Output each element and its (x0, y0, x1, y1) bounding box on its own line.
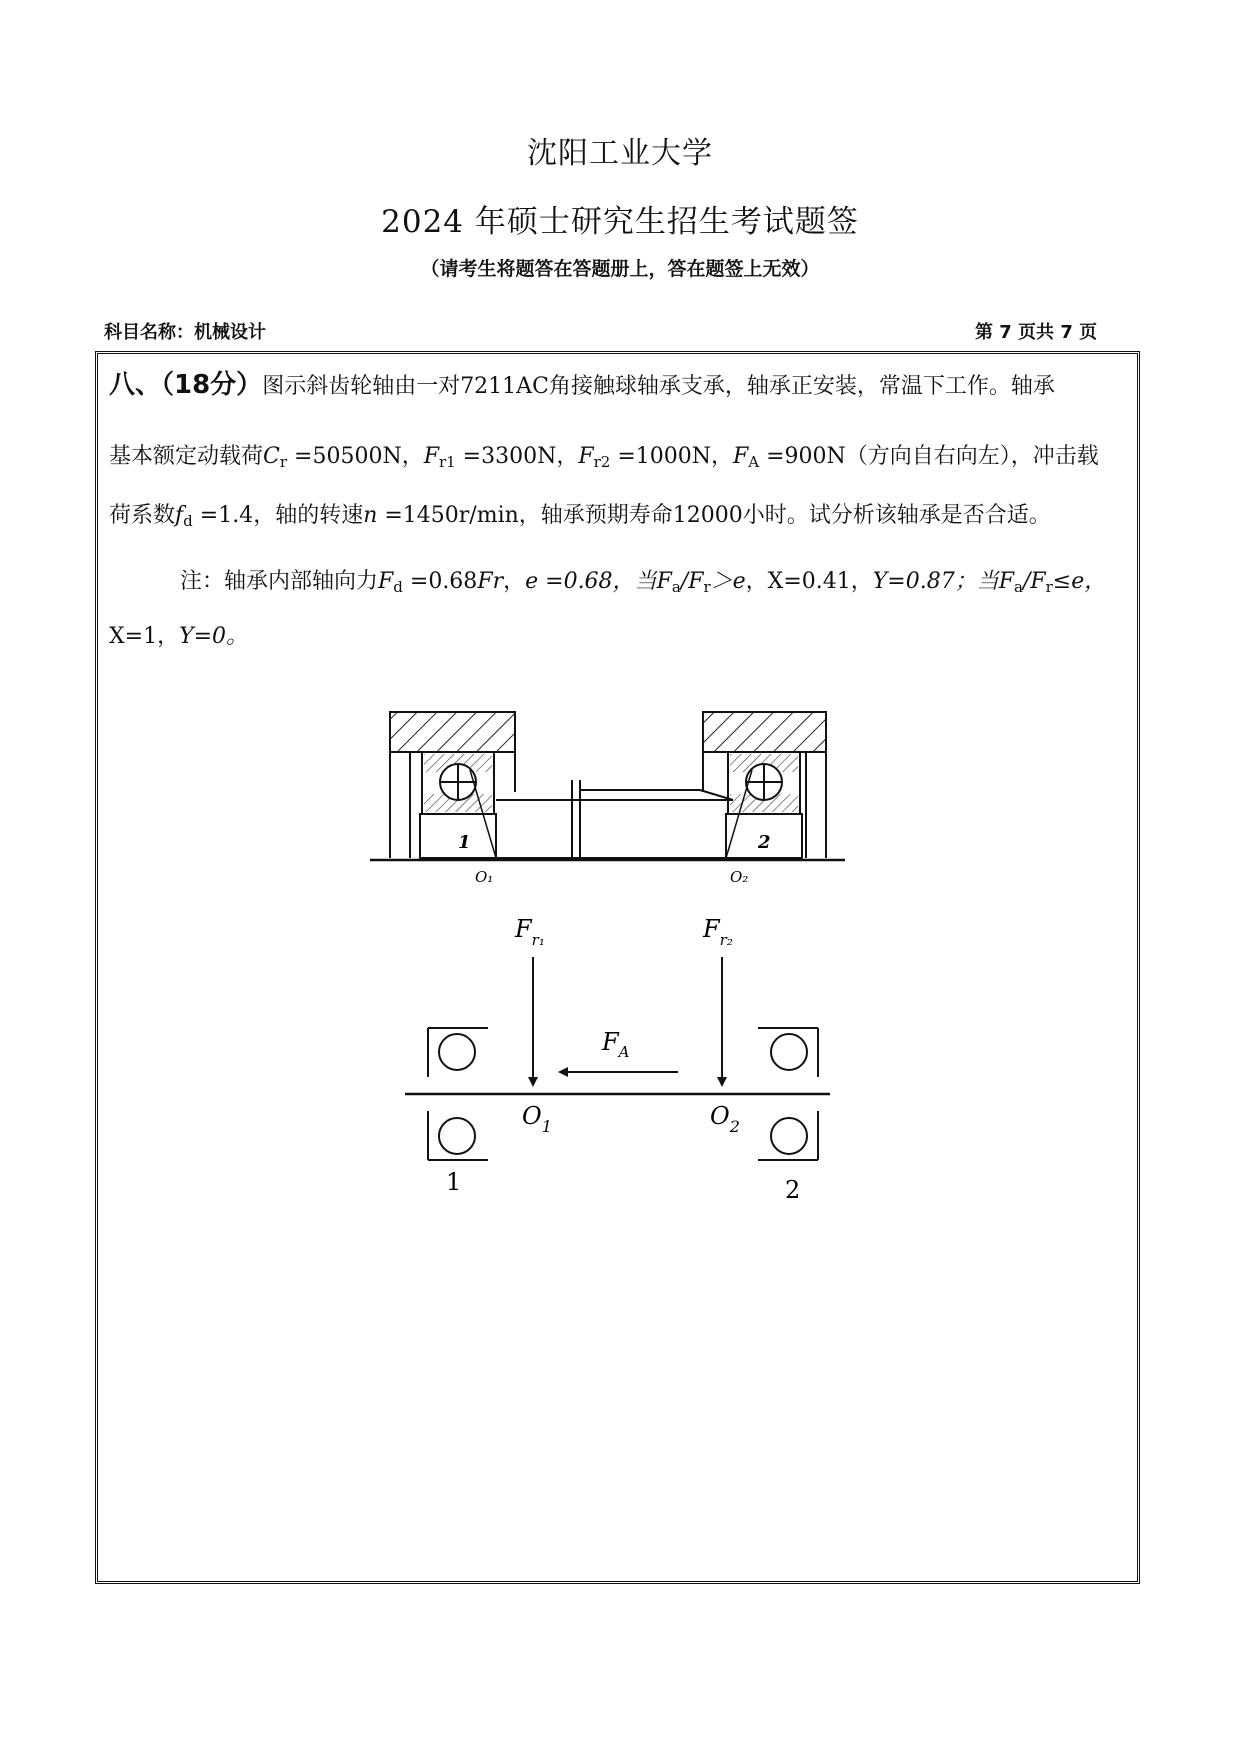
label-fa-sub: A (618, 1043, 630, 1061)
sep: ， (503, 569, 526, 594)
assembly-label-2: 2 (758, 832, 771, 853)
cond: ＞e (710, 569, 746, 594)
value-x: X=1， (109, 624, 180, 649)
label-fr1-sub: r₁ (531, 931, 545, 949)
symbol-fr: Fr (477, 569, 504, 594)
right-housing (703, 712, 826, 752)
cond: 当F (634, 569, 672, 594)
exam-title: 2024 年硕士研究生招生考试题签 (381, 204, 859, 240)
text: 注：轴承内部轴向力 (180, 569, 379, 594)
value-fd: =1.4，轴的转速 (192, 503, 364, 528)
symbol-f: F (578, 444, 594, 469)
sub-a: a (1013, 578, 1023, 596)
symbol-n: n (363, 503, 378, 528)
sub-r2: r2 (593, 453, 611, 471)
left-lower-ball (439, 1118, 475, 1154)
label-o2-main: O (710, 1102, 730, 1130)
text: 荷系数 (109, 503, 176, 528)
sub-a: a (671, 578, 681, 596)
value-e: =0.68， (538, 569, 635, 594)
page-info: 第 7 页共 7 页 (975, 322, 1098, 343)
symbol-f: F (733, 444, 749, 469)
label-o1-sub: 1 (541, 1117, 552, 1136)
value-fr2: =1000N， (610, 444, 734, 469)
sub-r: r (279, 453, 288, 471)
assembly-label-o2: O₂ (730, 868, 749, 886)
label-fr1 (514, 915, 545, 949)
value-y: Y=0.87； (872, 569, 977, 594)
label-bearing-2: 2 (785, 1176, 801, 1204)
assembly-drawing (370, 712, 845, 860)
force-schematic (405, 957, 830, 1160)
right-upper-ball (771, 1034, 807, 1070)
value-cr: =50500N， (287, 444, 424, 469)
value-fa: =900N（方向自右向左），冲击载 (759, 444, 1099, 469)
label-o1-main: O (522, 1102, 542, 1130)
subject-name: 机械设计 (194, 322, 266, 343)
cond: /F (1022, 569, 1046, 594)
label-fr1-main: F (515, 915, 532, 943)
cond: 当F (976, 569, 1014, 594)
symbol-c: C (263, 444, 280, 469)
label-fr2 (702, 915, 733, 949)
sub-a: A (748, 453, 760, 471)
assembly-label-1: 1 (458, 832, 471, 853)
question-number: 八、（18分） (109, 370, 263, 400)
label-o2-sub: 2 (729, 1117, 740, 1136)
text: 基本额定动载荷 (109, 444, 264, 469)
sub-r: r (703, 578, 711, 596)
label-o1 (522, 1102, 552, 1136)
label-bearing-1: 1 (446, 1168, 462, 1196)
value-fr1: =3300N， (455, 444, 579, 469)
symbol-f: f (175, 503, 184, 528)
assembly-label-o1: O₁ (475, 868, 494, 886)
exam-note: （请考生将题答在答题册上，答在题签上无效） (420, 258, 820, 280)
right-lower-ball (771, 1118, 807, 1154)
value-y: Y=0。 (179, 624, 249, 649)
label-fa-main: F (602, 1028, 619, 1056)
university-name: 沈阳工业大学 (527, 136, 713, 171)
left-housing (390, 712, 515, 752)
label-fa (601, 1028, 630, 1061)
subject-label: 科目名称： (104, 322, 194, 343)
cond: /F (680, 569, 704, 594)
question-text-1: 图示斜齿轮轴由一对7211AC角接触球轴承支承，轴承正安装，常温下工作。轴承 (262, 374, 1055, 399)
value-fd: =0.68 (402, 569, 478, 594)
label-o2 (710, 1102, 740, 1136)
cond: ≤e， (1052, 569, 1107, 594)
symbol-e: e (525, 569, 539, 594)
sub-r: r (1045, 578, 1053, 596)
label-fr2-main: F (703, 915, 720, 943)
sub-r1: r1 (438, 453, 456, 471)
value-n: =1450r/min，轴承预期寿命12000小时。试分析该轴承是否合适。 (377, 503, 1051, 528)
sub-d: d (183, 512, 193, 530)
label-fr2-sub: r₂ (719, 931, 733, 949)
symbol-f: F (378, 569, 394, 594)
symbol-f: F (423, 444, 439, 469)
value-x: ，X=0.41， (745, 569, 873, 594)
sub-d: d (393, 578, 403, 596)
left-upper-ball (439, 1034, 475, 1070)
